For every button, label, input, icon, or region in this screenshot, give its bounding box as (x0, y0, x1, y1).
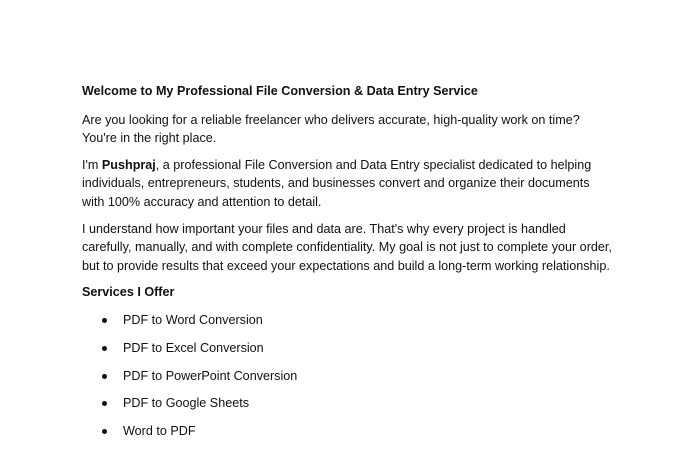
about-prefix: I'm (82, 157, 102, 172)
author-name: Pushpraj (101, 157, 156, 172)
bullet-icon (102, 318, 107, 323)
service-label: Word to PDF (123, 424, 196, 439)
list-item (82, 422, 612, 441)
document-title: Welcome to My Professional File Conversion & Data Entry Service (82, 84, 478, 98)
service-label: PDF to Word Conversion (123, 312, 263, 327)
about-rest: , a professional File Conversion and Data Entry specialist dedicated to helping individuals, entrepreneurs, students, and businesses convert and organize their documents with 100% accuracy and attention to detail. (82, 157, 592, 209)
list-item (82, 394, 612, 413)
bullet-icon (102, 401, 107, 406)
service-label: PDF to Google Sheets (123, 396, 250, 411)
about-paragraph (82, 156, 612, 212)
list-item (82, 367, 612, 386)
services-heading: Services I Offer (82, 285, 175, 300)
commitment-paragraph: I understand how important your files and data are. That's why every project is handled carefully, manually, and with complete confidentiality. My goal is not just to complete your order, but to provide results that exceed your expectations and build a long-term working relationship. (82, 221, 612, 273)
service-label: PDF to Excel Conversion (123, 340, 264, 355)
services-list (82, 311, 612, 441)
bullet-icon (102, 346, 107, 351)
service-label: PDF to PowerPoint Conversion (123, 368, 298, 383)
document-body (82, 82, 612, 450)
intro-paragraph: Are you looking for a reliable freelancer who delivers accurate, high-quality work on time? You're in the right place. (82, 112, 580, 146)
bullet-icon (102, 374, 107, 379)
bullet-icon (102, 429, 107, 434)
list-item (82, 311, 612, 330)
list-item (82, 339, 612, 358)
